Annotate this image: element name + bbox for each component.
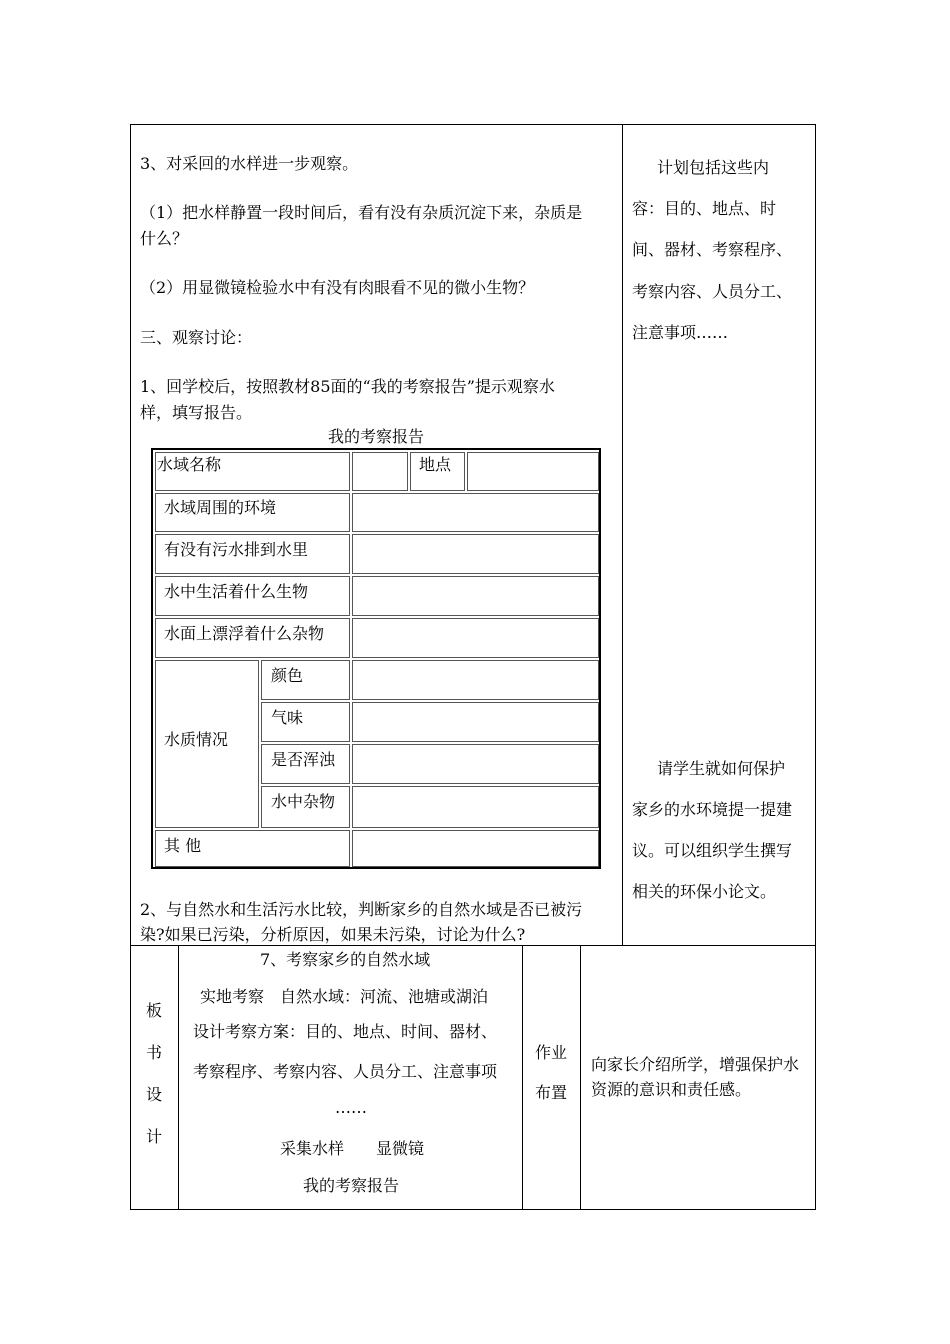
homework-label-line1: 作业 — [535, 1043, 568, 1062]
paragraph-report-line1: 1、回学校后，按照教材85面的“我的考察报告”提示观察水 — [140, 377, 555, 396]
label-floating: 水面上漂浮着什么杂物 — [164, 624, 325, 643]
label-water-name: 水域名称 — [157, 455, 222, 474]
side-note-suggest-line2: 家乡的水环境提一提建 — [632, 800, 793, 819]
board-label-char3: 设 — [146, 1085, 163, 1104]
cell-turbid-value[interactable] — [352, 744, 599, 784]
paragraph-settle-line1: （1）把水样静置一段时间后，看有没有杂质沉淀下来，杂质是 — [140, 203, 583, 222]
cell-smell-value[interactable] — [352, 702, 599, 742]
side-note-suggest-line3: 议。可以组织学生撰写 — [632, 841, 793, 860]
side-note-plan-line5: 注意事项…… — [632, 323, 729, 342]
side-note-plan-line3: 间、器材、考察程序、 — [632, 240, 793, 259]
board-label-divider — [178, 945, 179, 1210]
label-organisms: 水中生活着什么生物 — [164, 582, 309, 601]
label-surroundings: 水域周围的环境 — [164, 498, 277, 517]
homework-label-divider — [580, 945, 581, 1210]
label-impurities: 水中杂物 — [271, 792, 336, 811]
homework-label-line2: 布置 — [535, 1083, 568, 1102]
outer-top-border — [130, 124, 816, 125]
paragraph-compare-line1: 2、与自然水和生活污水比较，判断家乡的自然水域是否已被污 — [140, 900, 583, 919]
cell-surroundings-value[interactable] — [352, 493, 599, 532]
board-content-divider — [522, 945, 523, 1210]
label-color: 颜色 — [271, 666, 304, 685]
paragraph-compare-line2: 染?如果已污染，分析原因，如果未污染，讨论为什么? — [140, 925, 526, 944]
board-label-char1: 板 — [146, 1001, 163, 1020]
cell-impurities-value[interactable] — [352, 786, 599, 828]
outer-middle-border — [130, 945, 816, 946]
cell-sewage-value[interactable] — [352, 534, 599, 574]
report-table — [151, 448, 601, 869]
cell-organisms-value[interactable] — [352, 576, 599, 616]
side-note-suggest-line4: 相关的环保小论文。 — [632, 882, 777, 901]
side-note-plan-line2: 容：目的、地点、时 — [632, 199, 777, 218]
board-line-fieldwork: 实地考察 自然水域：河流、池塘或湖泊 — [200, 987, 489, 1006]
cell-floating-value[interactable] — [352, 618, 599, 658]
board-line-ellipsis: …… — [335, 1098, 367, 1117]
label-other: 其 他 — [164, 836, 202, 855]
label-sewage: 有没有污水排到水里 — [164, 540, 309, 559]
homework-text-line1: 向家长介绍所学，增强保护水 — [591, 1055, 800, 1074]
board-line-report: 我的考察报告 — [303, 1176, 400, 1195]
label-location: 地点 — [419, 455, 452, 474]
homework-text-line2: 资源的意识和责任感。 — [591, 1080, 752, 1099]
label-smell: 气味 — [271, 708, 304, 727]
paragraph-settle-line2: 什么？ — [140, 229, 189, 248]
outer-right-border — [815, 124, 816, 1210]
board-line-sample: 采集水样 显微镜 — [280, 1139, 425, 1158]
section-heading-discussion: 三、观察讨论： — [140, 328, 253, 347]
paragraph-observe: 3、对采回的水样进一步观察。 — [140, 154, 359, 173]
report-title: 我的考察报告 — [328, 427, 425, 446]
board-label-char2: 书 — [146, 1043, 163, 1062]
board-line-plan: 设计考察方案：目的、地点、时间、器材、 — [193, 1022, 498, 1041]
cell-location-value[interactable] — [467, 452, 599, 491]
side-note-plan-line4: 考察内容、人员分工、 — [632, 282, 793, 301]
main-side-divider — [622, 124, 623, 946]
label-quality: 水质情况 — [164, 730, 229, 749]
cell-other-value[interactable] — [352, 830, 599, 867]
side-note-plan-line1: 计划包括这些内 — [657, 158, 770, 177]
outer-bottom-border — [130, 1209, 816, 1210]
board-title: 7、考察家乡的自然水域 — [260, 950, 431, 969]
cell-water-name-value[interactable] — [352, 452, 408, 491]
outer-left-border — [130, 124, 131, 1210]
board-label-char4: 计 — [146, 1127, 163, 1146]
label-turbid: 是否浑浊 — [271, 750, 336, 769]
board-line-procedure: 考察程序、考察内容、人员分工、注意事项 — [193, 1062, 498, 1081]
paragraph-microscope: （2）用显微镜检验水中有没有肉眼看不见的微小生物？ — [140, 278, 535, 297]
cell-color-value[interactable] — [352, 660, 599, 700]
paragraph-report-line2: 样，填写报告。 — [140, 403, 253, 422]
side-note-suggest-line1: 请学生就如何保护 — [657, 759, 786, 778]
